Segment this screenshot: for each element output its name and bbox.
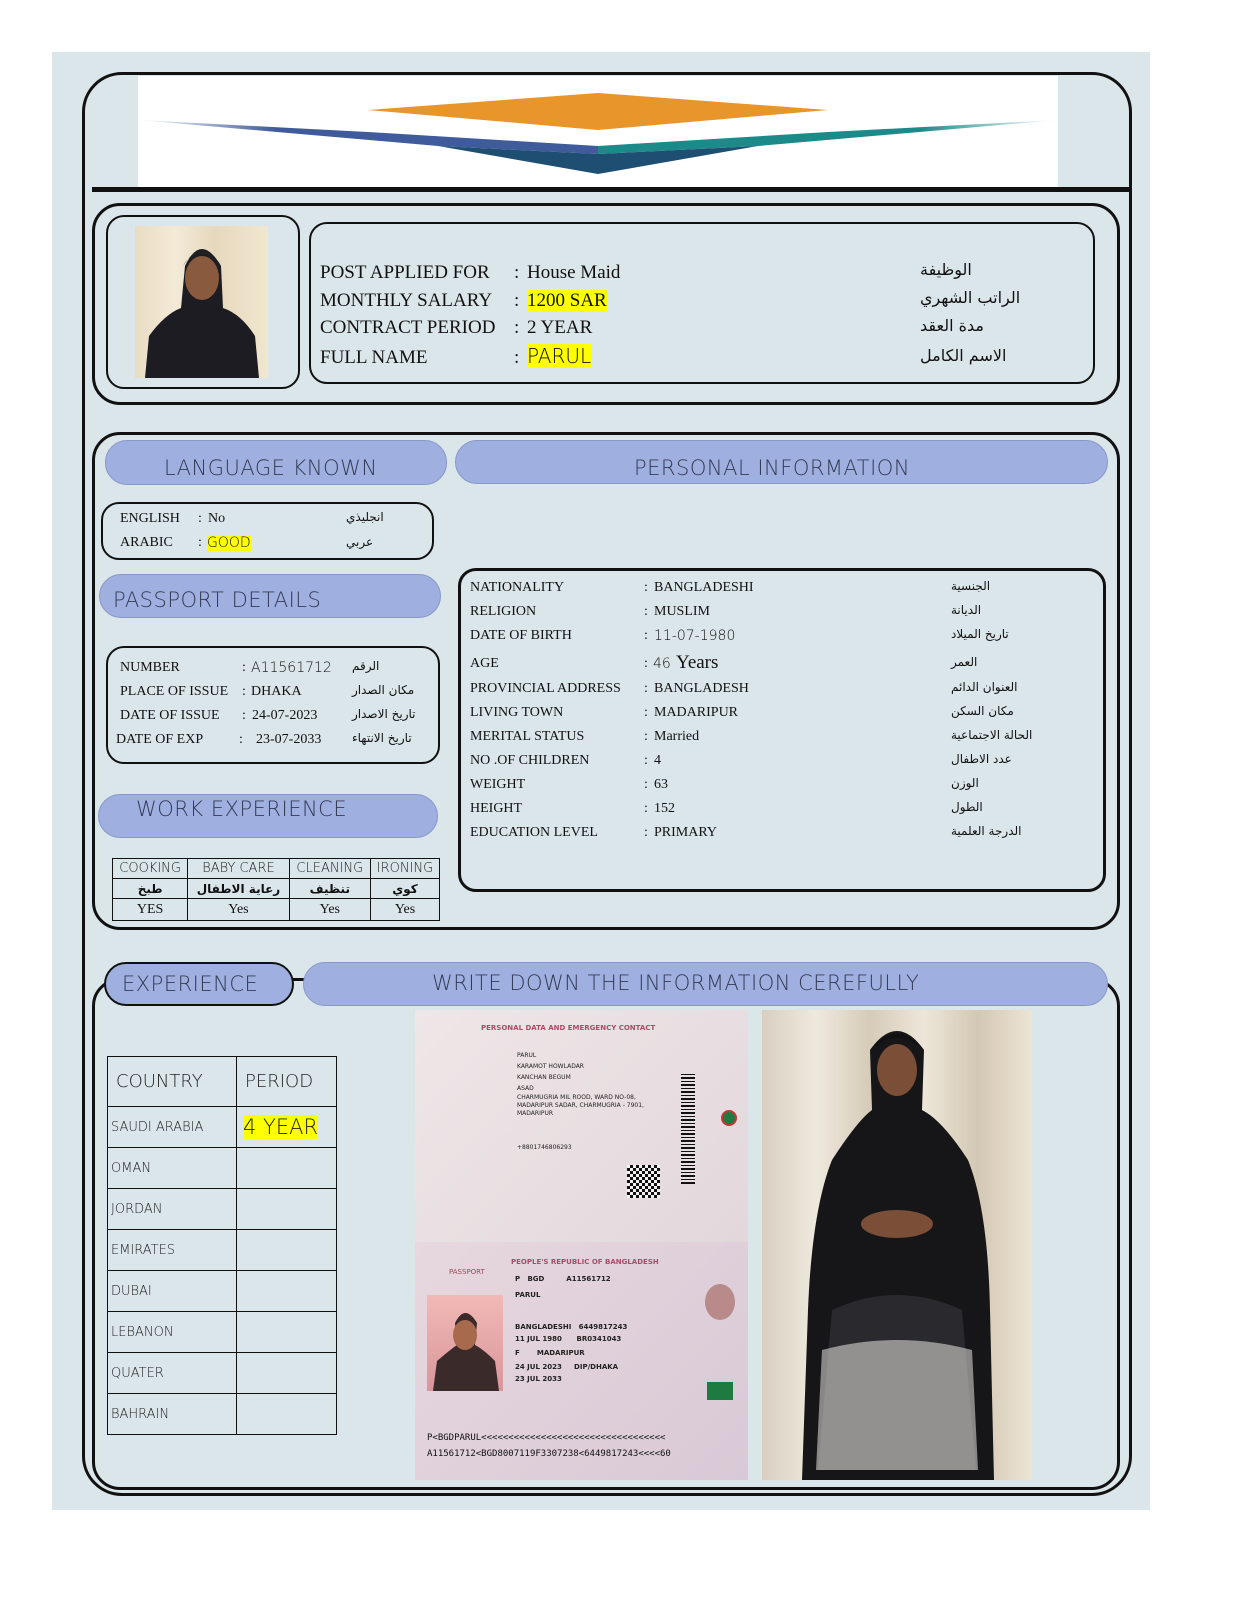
mrz-line-1: P<BGDPARUL<<<<<<<<<<<<<<<<<<<<<<<<<<<<<<<<<< bbox=[427, 1433, 666, 1443]
arabic-sep: : bbox=[198, 535, 202, 550]
salary-sep: : bbox=[514, 290, 520, 311]
scan-country-header: PEOPLE'S REPUBLIC OF BANGLADESH bbox=[511, 1258, 659, 1266]
personal-value: BANGLADESHI bbox=[654, 580, 754, 595]
personal-label: NO .OF CHILDREN bbox=[470, 753, 590, 768]
name-value: PARUL bbox=[527, 344, 592, 368]
personal-sep: : bbox=[644, 801, 648, 816]
date-issue-ar: تاريخ الاصدار bbox=[352, 707, 416, 721]
salary-label: MONTHLY SALARY bbox=[320, 290, 493, 311]
table-row bbox=[108, 1394, 337, 1435]
personal-sep: : bbox=[644, 729, 648, 744]
place-issue-sep: : bbox=[242, 684, 246, 699]
country-cell: QUATER bbox=[108, 1353, 237, 1394]
post-ar: الوظيفة bbox=[920, 260, 972, 279]
date-exp-sep: : bbox=[239, 732, 243, 747]
table-header-row bbox=[108, 1057, 337, 1107]
work-title: WORK EXPERIENCE bbox=[136, 797, 348, 821]
post-value: House Maid bbox=[527, 262, 621, 283]
country-cell: DUBAI bbox=[108, 1271, 237, 1312]
date-exp-label: DATE OF EXP bbox=[116, 732, 204, 747]
scan-nationality: BANGLADESHI bbox=[515, 1323, 572, 1331]
experience-title: EXPERIENCE bbox=[122, 972, 259, 996]
work-val-cleaning: Yes bbox=[289, 899, 370, 921]
personal-value: Married bbox=[654, 729, 700, 744]
scan-sex: F bbox=[515, 1349, 520, 1357]
period-value: 4 YEAR bbox=[243, 1115, 319, 1139]
passport-title: PASSPORT DETAILS bbox=[113, 588, 322, 612]
table-row bbox=[108, 1107, 337, 1148]
passport-number-ar: الرقم bbox=[352, 659, 380, 673]
personal-ar: العنوان الدائم bbox=[951, 680, 1018, 694]
period-cell bbox=[237, 1312, 337, 1353]
passport-ghost-photo bbox=[705, 1284, 735, 1320]
scan-code: BGD bbox=[527, 1275, 545, 1283]
scan-number: A11561712 bbox=[566, 1275, 611, 1283]
personal-ar: الطول bbox=[951, 800, 983, 814]
personal-label: EDUCATION LEVEL bbox=[470, 825, 598, 840]
contract-value: 2 YEAR bbox=[527, 317, 593, 338]
english-value: No bbox=[208, 511, 226, 526]
period-cell bbox=[237, 1394, 337, 1435]
personal-ar: الديانة bbox=[951, 603, 982, 617]
language-title: LANGUAGE KNOWN bbox=[164, 456, 378, 480]
personal-ar: تاريخ الميلاد bbox=[951, 627, 1009, 641]
scan-type: P bbox=[515, 1275, 521, 1283]
personal-ar: الدرجة العلمية bbox=[951, 824, 1022, 838]
table-row bbox=[108, 1230, 337, 1271]
contract-label: CONTRACT PERIOD bbox=[320, 317, 496, 338]
work-col-babycare-ar: رعاية الاطفال bbox=[188, 879, 289, 899]
work-col-cleaning: CLEANING bbox=[289, 859, 370, 879]
name-sep: : bbox=[514, 347, 520, 368]
flag-icon bbox=[707, 1382, 733, 1400]
scan-prev-no: BR0341043 bbox=[576, 1335, 622, 1343]
personal-sep: : bbox=[644, 753, 648, 768]
scan-phone: +8801746806293 bbox=[517, 1144, 572, 1151]
personal-sep: : bbox=[644, 604, 648, 619]
work-val-babycare: Yes bbox=[188, 899, 289, 921]
post-label: POST APPLIED FOR bbox=[320, 262, 490, 283]
contract-sep: : bbox=[514, 317, 520, 338]
table-row bbox=[108, 1148, 337, 1189]
work-col-babycare: BABY CARE bbox=[188, 859, 289, 879]
personal-value: 152 bbox=[654, 801, 675, 816]
personal-label: NATIONALITY bbox=[470, 580, 565, 595]
personal-sep: : bbox=[644, 656, 648, 671]
personal-ar: الحالة الاجتماعية bbox=[951, 728, 1033, 742]
personal-ar: عدد الاطفال bbox=[951, 752, 1012, 766]
passport-number-sep: : bbox=[242, 660, 246, 675]
work-val-ironing: Yes bbox=[371, 899, 440, 921]
scan-personal-no: 6449817243 bbox=[578, 1323, 628, 1331]
period-cell bbox=[237, 1148, 337, 1189]
scan-dob: 11 JUL 1980 bbox=[515, 1335, 562, 1343]
header-divider bbox=[92, 187, 1130, 192]
period-cell bbox=[237, 1107, 337, 1148]
work-col-cooking-ar: طبخ bbox=[113, 879, 188, 899]
language-header bbox=[105, 440, 447, 485]
personal-header bbox=[455, 440, 1108, 484]
scan-barcode bbox=[681, 1074, 695, 1184]
personal-label: RELIGION bbox=[470, 604, 537, 619]
experience-table bbox=[107, 1056, 337, 1435]
header-banner bbox=[138, 76, 1058, 192]
scan-address: CHARMUGRIA MIL ROOD, WARD NO-08, MADARIPUR SADAR, CHARMUGRIA - 7901, MADARIPUR bbox=[517, 1094, 644, 1117]
personal-value: 63 bbox=[654, 777, 668, 792]
date-issue-value: 24-07-2023 bbox=[252, 708, 318, 723]
passport-scan-image bbox=[415, 1010, 748, 1480]
passport-number-value: A11561712 bbox=[251, 660, 332, 676]
table-row bbox=[108, 1271, 337, 1312]
table-row bbox=[108, 1353, 337, 1394]
table-row bbox=[108, 1189, 337, 1230]
english-ar: انجليذي bbox=[346, 510, 384, 524]
work-col-cleaning-ar: تنظيف bbox=[289, 879, 370, 899]
personal-value: 4 bbox=[654, 753, 661, 768]
mrz-line-2: A11561712<BGD8007119F3307238<6449817243<<<<60 bbox=[427, 1449, 671, 1459]
name-ar: الاسم الكامل bbox=[920, 346, 1007, 365]
work-col-ironing-ar: كوي bbox=[371, 879, 440, 899]
experience-header bbox=[104, 962, 294, 1006]
personal-title: PERSONAL INFORMATION bbox=[634, 456, 911, 480]
work-col-cooking: COOKING bbox=[113, 859, 188, 879]
scan-mother: KANCHAN BEGUM bbox=[517, 1074, 571, 1081]
country-cell: BAHRAIN bbox=[108, 1394, 237, 1435]
personal-value: 46 bbox=[653, 656, 671, 672]
col-period: PERIOD bbox=[237, 1057, 337, 1107]
country-cell: EMIRATES bbox=[108, 1230, 237, 1271]
passport-number-label: NUMBER bbox=[120, 660, 180, 675]
arabic-value: GOOD bbox=[207, 535, 251, 551]
qr-code-icon bbox=[627, 1165, 660, 1198]
personal-ar: مكان السكن bbox=[951, 704, 1014, 718]
english-label: ENGLISH bbox=[120, 511, 180, 526]
arabic-label: ARABIC bbox=[120, 535, 173, 550]
personal-value: BANGLADESH bbox=[654, 681, 749, 696]
personal-ar: الوزن bbox=[951, 776, 979, 790]
name-label: FULL NAME bbox=[320, 347, 428, 368]
work-col-ironing: IRONING bbox=[371, 859, 440, 879]
personal-label: WEIGHT bbox=[470, 777, 526, 792]
scan-doi: 24 JUL 2023 bbox=[515, 1363, 562, 1371]
personal-label: DATE OF BIRTH bbox=[470, 628, 572, 643]
personal-sep: : bbox=[644, 705, 648, 720]
notice-header bbox=[303, 962, 1108, 1006]
arabic-ar: عربي bbox=[346, 535, 374, 549]
personal-label: LIVING TOWN bbox=[470, 705, 564, 720]
salary-value: 1200 SAR bbox=[527, 290, 607, 311]
scan-doe: 23 JUL 2033 bbox=[515, 1375, 562, 1383]
personal-label: AGE bbox=[470, 656, 499, 671]
emblem-icon bbox=[721, 1110, 737, 1126]
scan-spouse: ASAD bbox=[517, 1085, 534, 1092]
personal-sep: : bbox=[644, 825, 648, 840]
personal-value: MADARIPUR bbox=[654, 705, 739, 720]
personal-label: HEIGHT bbox=[470, 801, 523, 816]
scan-section-title: PERSONAL DATA AND EMERGENCY CONTACT bbox=[481, 1024, 656, 1032]
passport-header bbox=[99, 574, 441, 618]
country-cell: JORDAN bbox=[108, 1189, 237, 1230]
personal-label: PROVINCIAL ADDRESS bbox=[470, 681, 621, 696]
period-cell bbox=[237, 1189, 337, 1230]
personal-value: MUSLIM bbox=[654, 604, 711, 619]
banner-logo-graphic bbox=[138, 76, 1058, 192]
notice-title: WRITE DOWN THE INFORMATION CEREFULLY bbox=[432, 971, 920, 995]
personal-ar: العمر bbox=[951, 655, 978, 669]
date-exp-value: 23-07-2033 bbox=[256, 732, 322, 747]
scan-birth-place: MADARIPUR bbox=[536, 1349, 585, 1357]
personal-sep: : bbox=[644, 628, 648, 643]
place-issue-label: PLACE OF ISSUE bbox=[120, 684, 229, 699]
personal-value: 11-07-1980 bbox=[654, 628, 736, 644]
contract-ar: مدة العقد bbox=[920, 316, 984, 335]
country-cell: LEBANON bbox=[108, 1312, 237, 1353]
work-header bbox=[98, 794, 438, 838]
country-cell: OMAN bbox=[108, 1148, 237, 1189]
period-cell bbox=[237, 1271, 337, 1312]
profile-photo bbox=[135, 226, 268, 378]
date-issue-label: DATE OF ISSUE bbox=[120, 708, 220, 723]
personal-sep: : bbox=[644, 777, 648, 792]
post-sep: : bbox=[514, 262, 520, 283]
period-cell bbox=[237, 1230, 337, 1271]
period-cell bbox=[237, 1353, 337, 1394]
english-sep: : bbox=[198, 511, 202, 526]
scan-authority: DIP/DHAKA bbox=[574, 1363, 619, 1371]
personal-ar: الجنسية bbox=[951, 579, 991, 593]
personal-value: PRIMARY bbox=[654, 825, 718, 840]
place-issue-value: DHAKA bbox=[251, 684, 302, 699]
personal-label: MERITAL STATUS bbox=[470, 729, 585, 744]
date-issue-sep: : bbox=[242, 708, 246, 723]
full-body-photo bbox=[762, 1010, 1032, 1480]
place-issue-ar: مكان الصدار bbox=[352, 683, 415, 697]
work-experience-table bbox=[112, 858, 440, 921]
col-country: COUNTRY bbox=[108, 1057, 237, 1107]
table-row bbox=[108, 1312, 337, 1353]
personal-sep: : bbox=[644, 681, 648, 696]
date-exp-ar: تاريخ الانتهاء bbox=[352, 731, 412, 745]
work-val-cooking: YES bbox=[113, 899, 188, 921]
salary-ar: الراتب الشهري bbox=[920, 288, 1021, 307]
personal-sep: : bbox=[644, 580, 648, 595]
passport-photo bbox=[427, 1295, 503, 1391]
scan-name: PARUL bbox=[517, 1052, 537, 1059]
scan-father: KARAMOT HOWLADAR bbox=[517, 1063, 584, 1070]
age-unit: Years bbox=[676, 652, 719, 673]
scan-passport-word: PASSPORT bbox=[449, 1268, 485, 1276]
scan-surname: PARUL bbox=[515, 1291, 541, 1299]
country-cell: SAUDI ARABIA bbox=[108, 1107, 237, 1148]
